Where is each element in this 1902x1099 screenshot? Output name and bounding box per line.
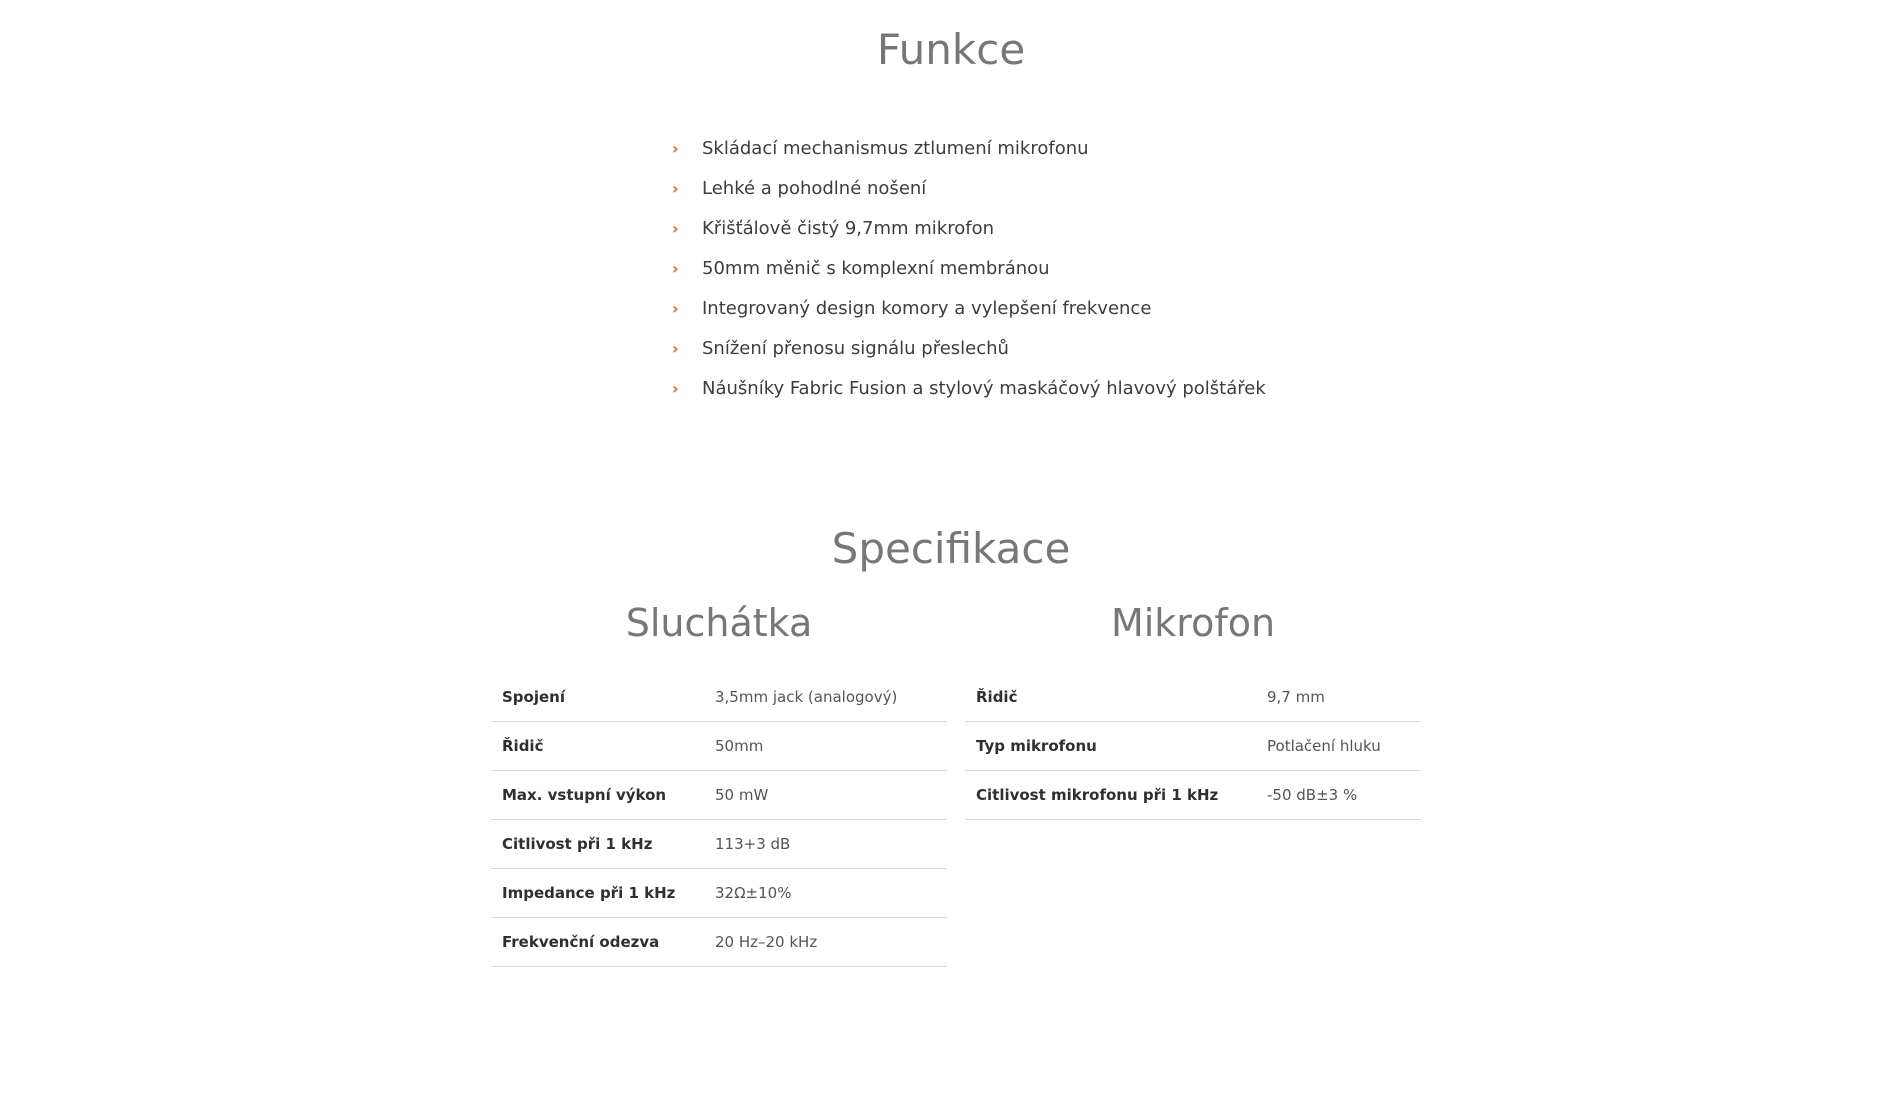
- spec-key: Citlivost při 1 kHz: [491, 820, 704, 869]
- spec-value: 32Ω±10%: [704, 869, 947, 918]
- spec-key: Frekvenční odezva: [491, 918, 704, 967]
- spec-key: Spojení: [491, 673, 704, 722]
- feature-text: Křišťálově čistý 9,7mm mikrofon: [702, 217, 994, 239]
- list-item: [672, 328, 1266, 368]
- list-item: [672, 128, 1266, 168]
- table-row: [965, 722, 1421, 771]
- list-item: [672, 248, 1266, 288]
- microphone-spec-table: [965, 673, 1421, 820]
- table-row: [965, 771, 1421, 820]
- list-item: [672, 168, 1266, 208]
- chevron-right-icon: ›: [672, 338, 679, 358]
- spec-value: -50 dB±3 %: [1256, 771, 1421, 820]
- spec-value: 50mm: [704, 722, 947, 771]
- features-title: Funkce: [876, 25, 1026, 74]
- headphones-subtitle: Sluchátka: [625, 601, 813, 645]
- feature-text: Integrovaný design komory a vylepšení frekvence: [702, 297, 1152, 319]
- table-row: [491, 673, 947, 722]
- feature-text: 50mm měnič s komplexní membránou: [702, 257, 1050, 279]
- table-row: [491, 771, 947, 820]
- microphone-subtitle: Mikrofon: [1110, 601, 1276, 645]
- list-item: [672, 368, 1266, 408]
- chevron-right-icon: ›: [672, 378, 679, 398]
- spec-value: 9,7 mm: [1256, 673, 1421, 722]
- spec-value: Potlačení hluku: [1256, 722, 1421, 771]
- chevron-right-icon: ›: [672, 298, 679, 318]
- spec-key: Impedance při 1 kHz: [491, 869, 704, 918]
- feature-text: Skládací mechanismus ztlumení mikrofonu: [702, 137, 1089, 159]
- table-row: [491, 869, 947, 918]
- table-row: [491, 722, 947, 771]
- list-item: [672, 208, 1266, 248]
- table-row: [965, 673, 1421, 722]
- chevron-right-icon: ›: [672, 138, 679, 158]
- spec-value: 3,5mm jack (analogový): [704, 673, 947, 722]
- spec-key: Max. vstupní výkon: [491, 771, 704, 820]
- spec-value: 50 mW: [704, 771, 947, 820]
- list-item: [672, 288, 1266, 328]
- feature-text: Lehké a pohodlné nošení: [702, 177, 927, 199]
- spec-key: Typ mikrofonu: [965, 722, 1256, 771]
- feature-text: Náušníky Fabric Fusion a stylový maskáčový hlavový polštářek: [702, 377, 1266, 399]
- features-list: [672, 128, 1266, 408]
- spec-key: Citlivost mikrofonu při 1 kHz: [965, 771, 1256, 820]
- spec-value: 113+3 dB: [704, 820, 947, 869]
- spec-key: Řidič: [491, 722, 704, 771]
- chevron-right-icon: ›: [672, 258, 679, 278]
- chevron-right-icon: ›: [672, 178, 679, 198]
- headphones-spec-table: [491, 673, 947, 967]
- table-row: [491, 918, 947, 967]
- chevron-right-icon: ›: [672, 218, 679, 238]
- specs-title: Specifikace: [831, 524, 1071, 573]
- feature-text: Snížení přenosu signálu přeslechů: [702, 337, 1009, 359]
- spec-value: 20 Hz–20 kHz: [704, 918, 947, 967]
- spec-key: Řidič: [965, 673, 1256, 722]
- table-row: [491, 820, 947, 869]
